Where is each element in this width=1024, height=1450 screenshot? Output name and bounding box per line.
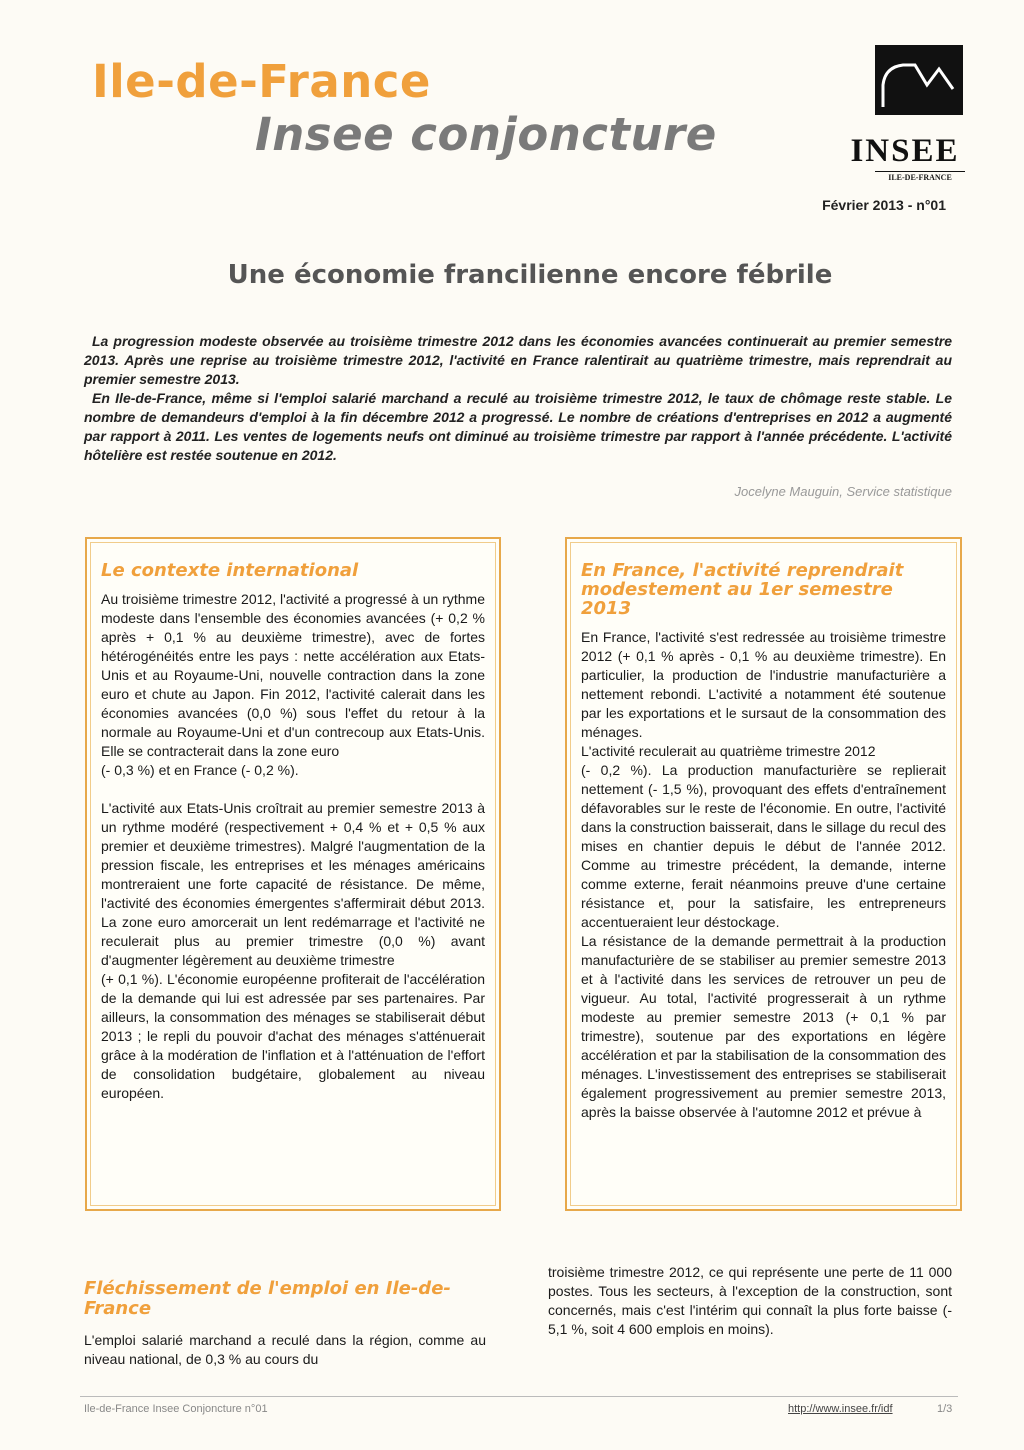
- box-title: En France, l'activité reprendrait modestement au 1er semestre 2013: [581, 560, 904, 619]
- insee-logo: [845, 45, 965, 185]
- publication-title: Insee conjoncture: [255, 108, 717, 161]
- footer-link[interactable]: http://www.insee.fr/idf: [788, 1403, 893, 1415]
- paragraph: (- 0,2 %). La production manufacturière se replierait nettement (- 1,5 %), provoquant des effets d'entraînement défavorables sur le reste de l'économie. En outre, l'activité dans la construction baisserait, dans le sillage du recul des mises en chantier depuis le début de l'année 2012. Comme au trimestre précédent, la demande, interne comme externe, ferait néanmoins preuve d'une certaine résistance et, pour la satisfaire, les entrepreneurs accentueraient leur déstockage.: [581, 762, 946, 930]
- paragraph: L'activité aux Etats-Unis croîtrait au premier semestre 2013 à un rythme modéré (respectivement + 0,4 % et + 0,5 % aux premier et deuxième trimestres). Malgré l'augmentation de la pression fiscale, les entreprises et les ménages américains montreraient une forte capacité de résistance. De même, l'activité des économies émergentes s'affermirait début 2013. La zone euro amorcerait un lent redémarrage et l'activité ne reculerait plus au premier trimestre (0,0 %) avant d'augmenter légèrement au deuxième trimestre: [101, 800, 485, 968]
- issue-date: Février 2013 - n°01: [822, 197, 946, 213]
- france-activity-box: [565, 537, 962, 1211]
- paragraph: (+ 0,1 %). L'économie européenne profiterait de l'accélération de la demande qui lui est adressée par ses partenaires. Par ailleurs, la consommation des ménages se stabiliserait début 2013 ; le repli du pouvoir d'achat des ménages s'atténuerait grâce à la modération de l'inflation et à l'atténuation de l'effort de consolidation budgétaire, globalement au niveau européen.: [101, 971, 485, 1101]
- footer-publication: Ile-de-France Insee Conjoncture n°01: [84, 1403, 268, 1415]
- abstract: [84, 332, 952, 465]
- paragraph: (- 0,3 %) et en France (- 0,2 %).: [101, 762, 299, 778]
- box-body: [101, 590, 485, 1103]
- box-title: Le contexte international: [101, 560, 359, 581]
- page-title: Une économie francilienne encore fébrile: [227, 260, 833, 290]
- author-credit: Jocelyne Mauguin, Service statistique: [734, 484, 952, 499]
- insee-logo-mark-icon: [875, 45, 963, 115]
- abstract-paragraph: En Ile-de-France, même si l'emploi salarié marchand a reculé au troisième trimestre 2012, le taux de chômage reste stable. Le nombre de demandeurs d'emploi à la fin décembre 2012 a progressé. Le nombre de créations d'entreprises en 2012 a augmenté par rapport à 2011. Les ventes de logements neufs ont diminué au troisième trimestre par rapport à l'année précédente. L'activité hôtelière est restée soutenue en 2012.: [84, 390, 952, 463]
- logo-subtitle: ILE-DE-FRANCE: [875, 171, 965, 182]
- abstract-paragraph: La progression modeste observée au troisième trimestre 2012 dans les économies avancées continuerait au premier semestre 2013. Après une reprise au troisième trimestre 2012, l'activité en France ralentirait au quatrième trimestre, mais reprendrait au premier semestre 2013.: [84, 333, 952, 387]
- logo-text: INSEE: [850, 133, 960, 169]
- section-text-left: L'emploi salarié marchand a reculé dans la région, comme au niveau national, de 0,3 % au cours du: [84, 1332, 486, 1367]
- region-title: Ile-de-France: [92, 55, 431, 108]
- paragraph: L'activité reculerait au quatrième trimestre 2012: [581, 743, 876, 759]
- section-title-emploi: Fléchissement de l'emploi en Ile-de-France: [84, 1278, 451, 1319]
- paragraph: Au troisième trimestre 2012, l'activité a progressé à un rythme modeste dans l'ensemble des économies avancées (+ 0,2 % après + 0,1 % au deuxième trimestre), avec de fortes hétérogénéités entre les pays : nette accélération aux Etats-Unis et au Royaume-Uni, nouvelle contraction dans la zone euro et chute au Japon. Fin 2012, l'activité calerait dans les économies avancées (0,0 %) sous l'effet du retour à la normale au Royaume-Uni et d'un contrecoup aux Etats-Unis. Elle se contracterait dans la zone euro: [101, 591, 485, 759]
- page-number: 1/3: [937, 1403, 953, 1415]
- paragraph: La résistance de la demande permettrait à la production manufacturière de se stabiliser au premier semestre 2013 et à l'activité dans les services de retrouver un peu de vigueur. Au total, l'activité progresserait à un rythme modeste au premier semestre 2013 (+ 0,1 % par trimestre), soutenue par des exportations en légère accélération et par la stabilisation de la consommation des ménages. L'investissement des entreprises se stabiliserait également progressivement au premier semestre 2013, après la baisse observée à l'automne 2012 et prévue à: [581, 933, 946, 1120]
- international-context-box: [85, 537, 501, 1211]
- footer-divider: [80, 1396, 958, 1397]
- paragraph: En France, l'activité s'est redressée au troisième trimestre 2012 (+ 0,1 % après - 0,1 % au deuxième trimestre). En particulier, la production de l'industrie manufacturière a nettement rebondi. L'activité a notamment été soutenue par les exportations et le sursaut de la consommation des ménages.: [581, 629, 946, 740]
- section-text-right: troisième trimestre 2012, ce qui représente une perte de 11 000 postes. Tous les secteurs, à l'exception de la construction, sont concernés, mais c'est l'intérim qui connaît la plus forte baisse (- 5,1 %, soit 4 600 emplois en moins).: [548, 1264, 952, 1337]
- box-body: [581, 628, 946, 1122]
